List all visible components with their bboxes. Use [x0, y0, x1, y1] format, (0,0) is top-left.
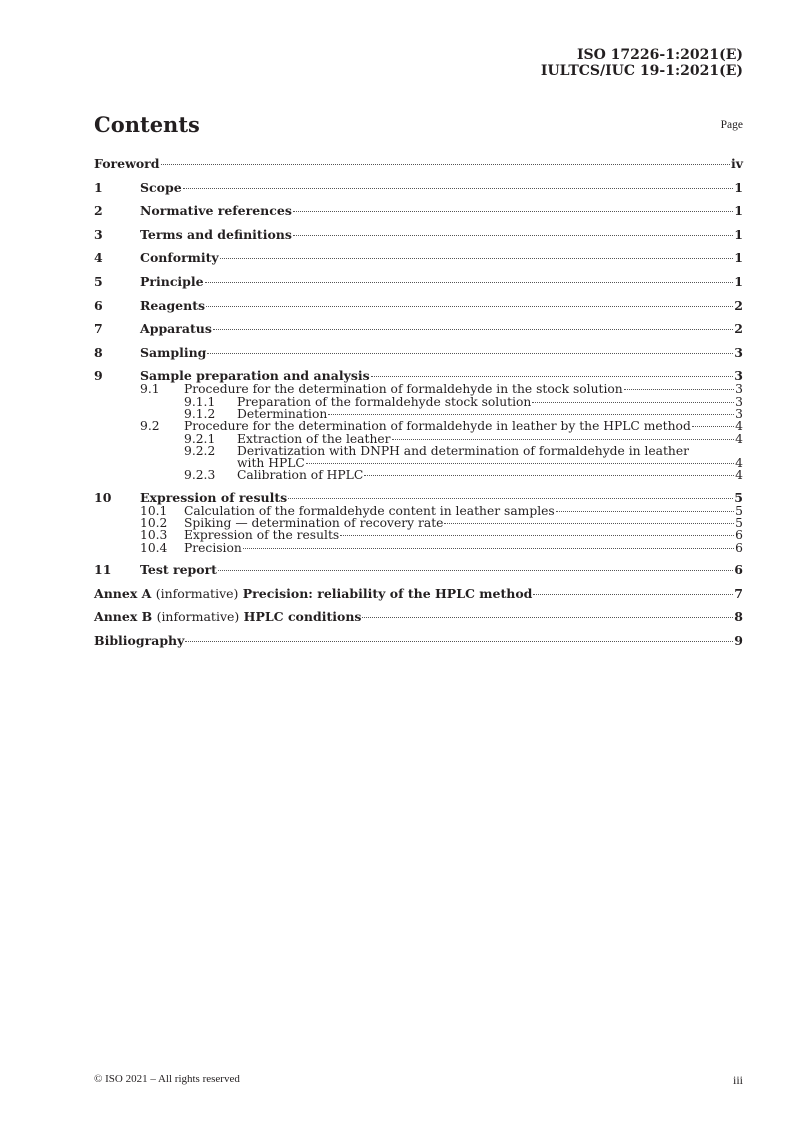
toc-entry-page: 6	[734, 561, 743, 577]
toc-entry-title-line2: with HPLC	[237, 456, 305, 471]
toc-entry-page: 3	[735, 406, 743, 421]
toc-entry-title: Apparatus	[140, 321, 212, 337]
toc-entry-page: iv	[730, 156, 743, 171]
toc-entry-number: 9	[94, 368, 103, 384]
annex-label: Annex B	[94, 609, 153, 625]
toc-entry-title: Preparation of the formaldehyde stock solution	[237, 394, 532, 409]
toc-entry-title: Spiking — determination of recovery rate	[184, 516, 444, 531]
document-header	[541, 47, 743, 79]
leader-dots	[205, 282, 734, 283]
toc-entry-sample-preparation[interactable]	[94, 368, 743, 383]
leader-dots	[328, 414, 734, 415]
toc-entry-expression-of-results[interactable]	[94, 490, 743, 505]
leader-dots	[220, 258, 734, 259]
toc-entry-sampling[interactable]	[94, 345, 743, 369]
toc-entry-title: Calibration of HPLC	[237, 468, 364, 483]
toc-entry-title: Conformity	[140, 250, 219, 266]
toc-entry-page: 5	[735, 516, 743, 531]
toc-entry-title	[94, 586, 532, 602]
toc-entry-title: Reagents	[140, 297, 206, 313]
page-column-label: Page	[720, 119, 743, 131]
standard-number: ISO 17226-1:2021(E)	[576, 47, 743, 63]
leader-dots	[213, 329, 733, 330]
toc-entry-normative-references[interactable]	[94, 203, 743, 227]
toc-entry-number: 7	[94, 321, 103, 337]
toc-entry-number: 9.2	[140, 419, 160, 434]
toc-entry-principle[interactable]	[94, 274, 743, 298]
toc-entry-page: 1	[734, 250, 743, 266]
toc-entry-annex-a[interactable]	[94, 586, 743, 610]
toc-entry-title: Precision	[184, 540, 242, 555]
toc-entry-number: 9.2.1	[184, 431, 216, 446]
toc-entry-page: 4	[735, 431, 743, 446]
toc-entry-title: Extraction of the leather	[237, 431, 391, 446]
toc-entry-number: 9.1.2	[184, 406, 216, 421]
toc-entry-page: 4	[735, 456, 743, 471]
leader-dots	[533, 594, 733, 595]
toc-entry-9-2[interactable]	[94, 420, 743, 432]
toc-entry-9-2-3[interactable]	[94, 469, 743, 481]
leader-dots	[444, 523, 734, 524]
toc-entry-page: 9	[734, 632, 743, 648]
toc-entry-page: 1	[734, 179, 743, 195]
copyright-notice: © ISO 2021 – All rights reserved	[94, 1073, 240, 1085]
table-of-contents	[94, 156, 743, 656]
toc-entry-title: Scope	[140, 179, 182, 195]
toc-entry-page: 5	[735, 503, 743, 518]
leader-dots	[392, 439, 735, 440]
leader-dots	[556, 511, 734, 512]
contents-title-row	[94, 112, 743, 138]
toc-entry-page: 2	[734, 297, 743, 313]
toc-entry-number: 3	[94, 226, 103, 242]
toc-entry-reagents[interactable]	[94, 298, 743, 322]
page-number: iii	[732, 1073, 743, 1087]
toc-entry-page: 4	[735, 468, 743, 483]
toc-entry-9-2-1[interactable]	[94, 433, 743, 445]
toc-entry-9-1[interactable]	[94, 383, 743, 395]
iultcs-number: IULTCS/IUC 19-1:2021(E)	[540, 63, 743, 79]
toc-entry-bibliography[interactable]	[94, 633, 743, 657]
leader-dots	[371, 376, 734, 377]
toc-entry-page: 1	[734, 203, 743, 219]
toc-entry-title: Expression of the results	[184, 528, 340, 543]
toc-entry-apparatus[interactable]	[94, 321, 743, 345]
toc-entry-test-report[interactable]	[94, 562, 743, 586]
leader-dots	[293, 235, 733, 236]
toc-entry-number: 5	[94, 273, 103, 289]
toc-entry-annex-b[interactable]	[94, 609, 743, 633]
toc-entry-page: 3	[735, 394, 743, 409]
toc-entry-number: 8	[94, 344, 103, 360]
toc-entry-title: Calculation of the formaldehyde content in leather samples	[184, 503, 555, 518]
toc-entry-title	[94, 609, 361, 625]
toc-entry-page: 8	[734, 609, 743, 625]
leader-dots	[243, 548, 734, 549]
toc-entry-title: Sample preparation and analysis	[140, 368, 370, 384]
toc-entry-page: 7	[734, 585, 743, 601]
toc-entry-number: 10	[94, 489, 112, 505]
toc-entry-page: 1	[734, 226, 743, 242]
leader-dots	[362, 617, 733, 618]
leader-dots	[340, 535, 734, 536]
annex-title: HPLC conditions	[243, 609, 362, 625]
toc-entry-number: 9.2.2	[184, 443, 216, 458]
toc-entry-page: 2	[734, 321, 743, 337]
toc-entry-title: Test report	[140, 561, 217, 577]
toc-entry-number: 6	[94, 297, 103, 313]
leader-dots	[288, 498, 733, 499]
toc-entry-page: 3	[734, 368, 743, 384]
toc-entry-page: 6	[735, 528, 743, 543]
toc-entry-number: 10.4	[140, 540, 168, 555]
toc-entry-title: Normative references	[140, 203, 292, 219]
leader-dots	[206, 306, 733, 307]
leader-dots	[207, 353, 733, 354]
annex-type: (informative)	[156, 609, 240, 625]
leader-dots	[624, 389, 734, 390]
toc-entry-10-3[interactable]	[94, 529, 743, 541]
toc-entry-number: 10.1	[140, 503, 168, 518]
toc-entry-scope[interactable]	[94, 180, 743, 204]
toc-entry-title: Sampling	[140, 344, 207, 360]
leader-dots	[183, 188, 734, 189]
annex-title: Precision: reliability of the HPLC method	[242, 585, 533, 601]
leader-dots	[218, 570, 733, 571]
toc-entry-conformity[interactable]	[94, 250, 743, 274]
leader-dots	[185, 641, 733, 642]
toc-entry-title-line1: Derivatization with DNPH and determination of formaldehyde in leather	[237, 443, 690, 458]
toc-entry-title: Bibliography	[94, 632, 185, 648]
leader-dots	[293, 211, 733, 212]
toc-entry-foreword[interactable]	[94, 156, 743, 180]
toc-entry-number: 11	[94, 561, 112, 577]
toc-entry-page: 5	[734, 489, 743, 505]
leader-dots	[306, 463, 734, 464]
toc-entry-title: Principle	[140, 273, 204, 289]
annex-type: (informative)	[155, 585, 239, 601]
toc-entry-title: Foreword	[94, 156, 160, 171]
toc-entry-title: Procedure for the determination of formaldehyde in the stock solution	[184, 382, 623, 397]
toc-entry-page: 3	[734, 344, 743, 360]
toc-entry-title: Terms and definitions	[140, 226, 292, 242]
page-title: Contents	[94, 112, 200, 137]
toc-entry-page: 3	[735, 382, 743, 397]
annex-label: Annex A	[94, 585, 152, 601]
toc-entry-title: Determination	[237, 406, 328, 421]
toc-entry-number: 9.2.3	[184, 468, 216, 483]
toc-entry-page: 4	[735, 419, 743, 434]
toc-entry-number: 9.1.1	[184, 394, 216, 409]
toc-entry-9-2-2[interactable]	[94, 445, 743, 457]
toc-entry-10-4[interactable]	[94, 542, 743, 554]
toc-entry-page: 6	[735, 540, 743, 555]
toc-entry-number: 10.2	[140, 516, 168, 531]
leader-dots	[364, 475, 734, 476]
leader-dots	[161, 164, 730, 165]
toc-entry-number: 1	[94, 179, 103, 195]
leader-dots	[532, 402, 734, 403]
toc-entry-title: Expression of results	[140, 489, 288, 505]
toc-entry-title: Procedure for the determination of formaldehyde in leather by the HPLC method	[184, 419, 691, 434]
toc-entry-number: 4	[94, 250, 103, 266]
toc-entry-terms-and-definitions[interactable]	[94, 227, 743, 251]
toc-entry-number: 2	[94, 203, 103, 219]
toc-entry-number: 10.3	[140, 528, 168, 543]
toc-entry-page: 1	[734, 273, 743, 289]
leader-dots	[692, 426, 734, 427]
toc-entry-number: 9.1	[140, 382, 160, 397]
